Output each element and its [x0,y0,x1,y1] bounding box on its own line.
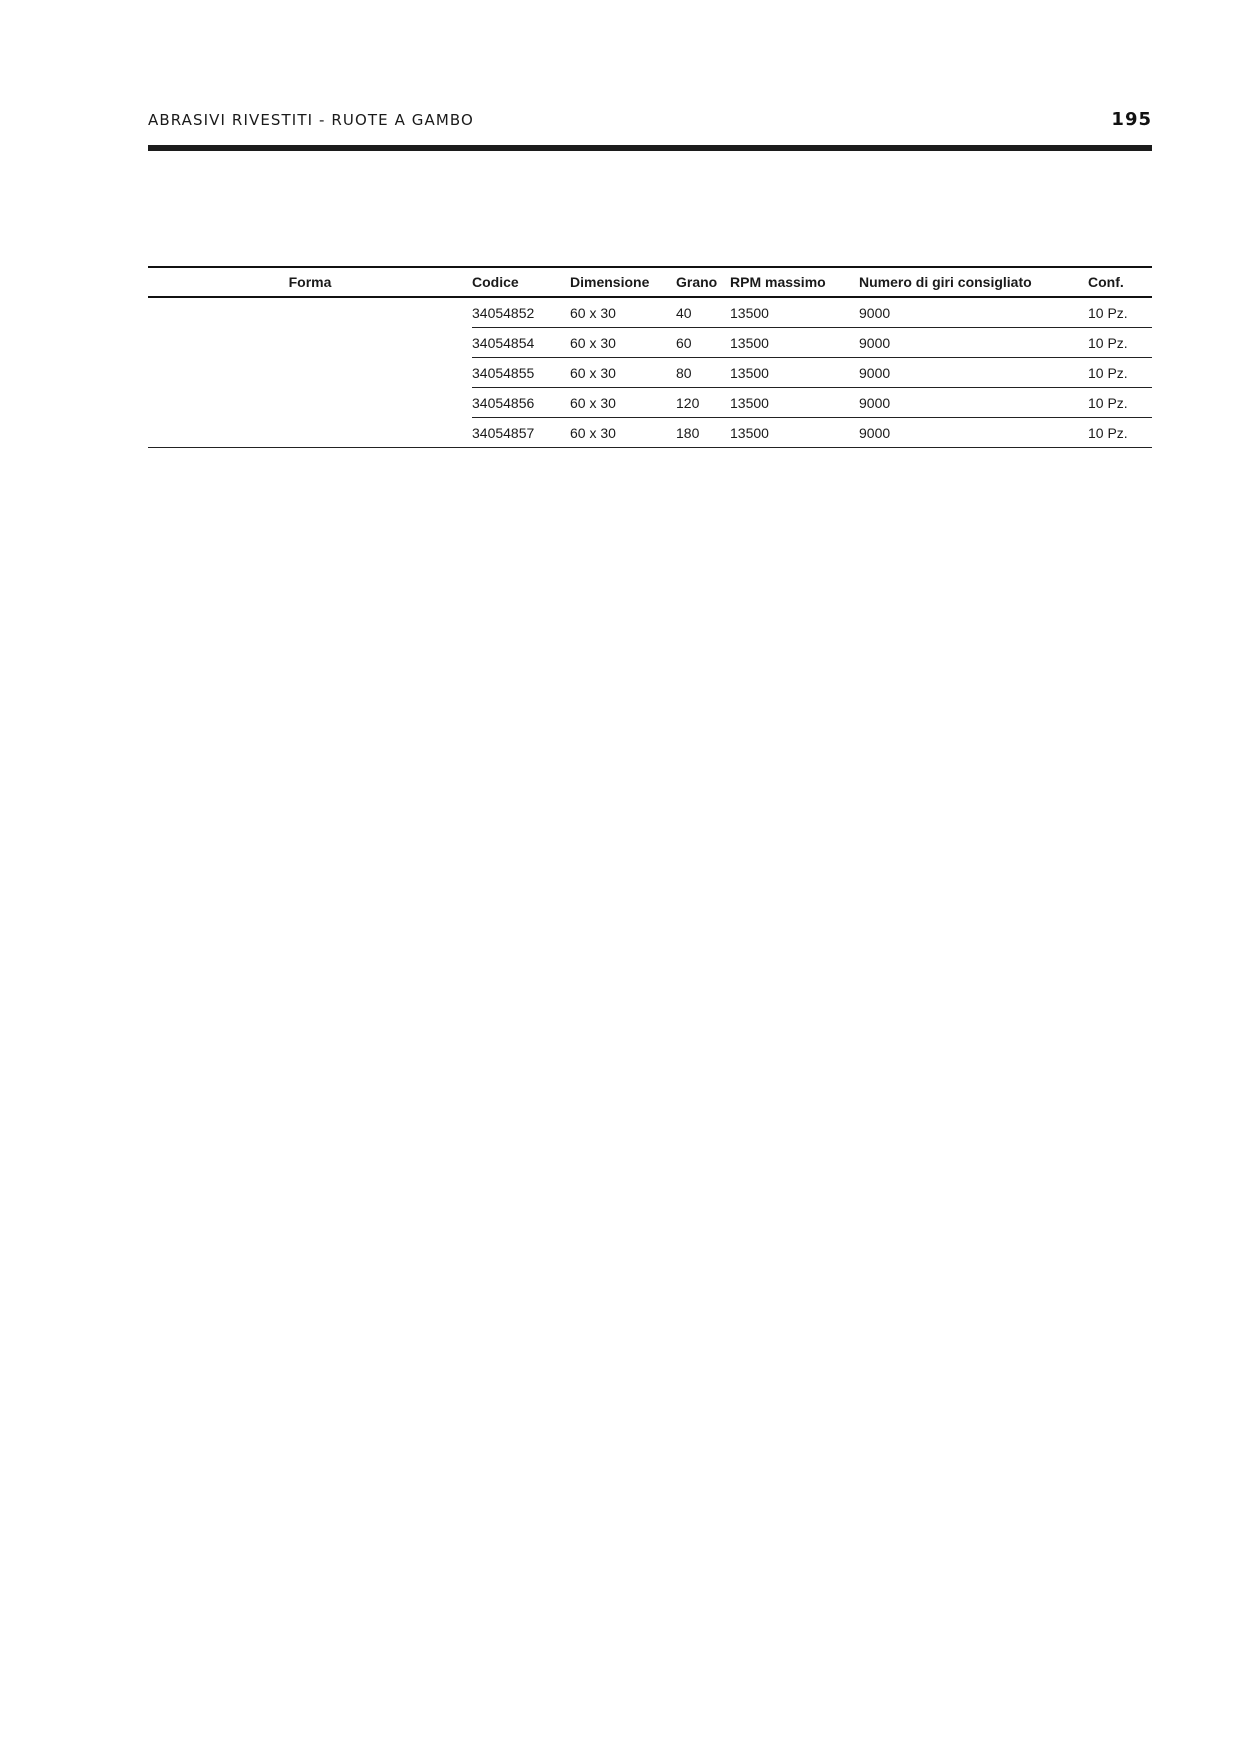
section-title: ABRASIVI RIVESTITI - RUOTE A GAMBO [148,111,474,129]
cell-giri-consigliato: 9000 [859,304,891,321]
page-header [148,108,1152,138]
header-rule [148,145,1152,151]
cell-conf: 10 Pz. [1088,424,1128,441]
cell-dimensione: 60 x 30 [570,424,616,441]
cell-rpm-massimo: 13500 [730,394,769,411]
cell-giri-consigliato: 9000 [859,394,891,411]
page-number: 195 [1111,109,1152,130]
column-header-giri-consigliato: Numero di giri consigliato [859,274,1032,290]
cell-dimensione: 60 x 30 [570,364,616,381]
cell-grano: 120 [676,394,700,411]
cell-dimensione: 60 x 30 [570,394,616,411]
table-row [148,297,1152,328]
table-header-row [148,267,1152,297]
column-header-dimensione: Dimensione [570,274,650,290]
cell-giri-consigliato: 9000 [859,424,891,441]
cell-giri-consigliato: 9000 [859,364,891,381]
cell-grano: 80 [676,364,692,381]
cell-dimensione: 60 x 30 [570,334,616,351]
cell-codice: 34054855 [472,364,535,381]
cell-rpm-massimo: 13500 [730,334,769,351]
cell-rpm-massimo: 13500 [730,424,769,441]
cell-dimensione: 60 x 30 [570,304,616,321]
forma-image-cell [148,297,472,448]
cell-conf: 10 Pz. [1088,304,1128,321]
cell-codice: 34054852 [472,304,535,321]
column-header-forma: Forma [288,274,332,290]
cell-grano: 40 [676,304,692,321]
cell-grano: 60 [676,334,692,351]
cell-rpm-massimo: 13500 [730,364,769,381]
cell-conf: 10 Pz. [1088,334,1128,351]
column-header-rpm-massimo: RPM massimo [730,274,826,290]
column-header-conf: Conf. [1088,274,1124,290]
cell-rpm-massimo: 13500 [730,304,769,321]
cell-codice: 34054854 [472,334,535,351]
cell-conf: 10 Pz. [1088,364,1128,381]
product-table [148,266,1152,448]
cell-grano: 180 [676,424,700,441]
cell-codice: 34054856 [472,394,535,411]
column-header-codice: Codice [472,274,519,290]
cell-codice: 34054857 [472,424,535,441]
cell-conf: 10 Pz. [1088,394,1128,411]
column-header-grano: Grano [676,274,718,290]
cell-giri-consigliato: 9000 [859,334,891,351]
